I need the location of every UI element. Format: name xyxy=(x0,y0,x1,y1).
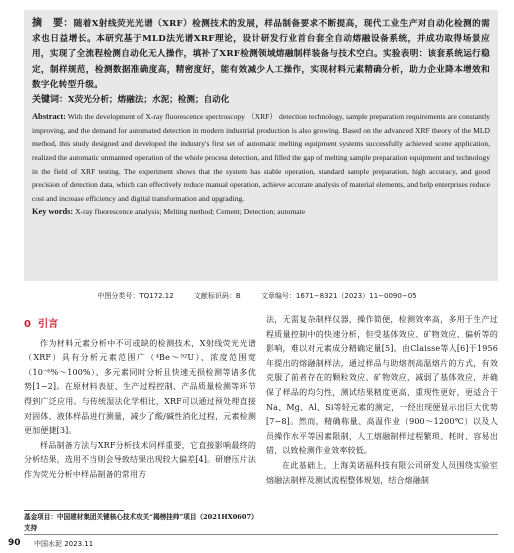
article-number: 文章编号：1671−8321（2023）11−0090−05 xyxy=(260,292,417,300)
intro-paragraph-4: 在此基础上，上海美诺福科技有限公司研发人员围绕实验室熔融法制样及测试流程整体规划，结合熔融制 xyxy=(266,460,498,485)
document-code: 文献标识码：B xyxy=(193,292,241,300)
abstract-en-label: Abstract: xyxy=(32,112,66,122)
section-number: 0 xyxy=(24,319,32,330)
footer-divider xyxy=(24,534,498,535)
keywords-zh xyxy=(32,93,490,108)
intro-paragraph-3: 法，无需复杂制样仪器，操作简便，检测效率高，多用于生产过程质量控制中的快速分析，但受基体效应、矿物效应、偏析等的影响，难以对元素成分精确定量[5]。由Claisse等人[6]于1956年提出的熔融制样法，通过样品与助熔剂高温熔片的方式，有效克服了前者存在的颗粒效应、矿物效应，减弱了基体效应，并确保了样品的均匀性，测试结果精度更高，重现性更好，更适合于Na、Mg、Al、Si等轻元素的测定，一经出现便显示出巨大优势[7−8]。然而，精确称量、高温作业（900～1200℃）以及人员操作水平等因素限制，人工熔融制样过程繁琐、耗时、容易出错，以致检测作业效率较低。 xyxy=(266,315,498,456)
abstract-zh-label: 摘 要： xyxy=(32,18,74,29)
abstract-box xyxy=(24,10,498,281)
abstract-zh xyxy=(32,16,490,93)
page-footer xyxy=(0,534,514,550)
intro-paragraph-2: 样品制备方法与XRF分析技术同样重要，它直接影响最终的分析结果，选用不当则会导致结果出现较大偏差[4]。研磨压片法作为荧光分析中样品制备的常用方 xyxy=(24,440,256,479)
keywords-en-label: Key words: xyxy=(32,207,74,217)
keywords-zh-text: X荧光分析；熔融法；水泥；检测；自动化 xyxy=(68,95,230,106)
section-title: 引言 xyxy=(38,319,59,330)
intro-paragraph-1: 作为材料元素分析中不可或缺的检测技术，X射线荧光光谱（XRF）具有分析元素范围广（⁴Be～⁹²U）、浓度范围宽（10⁻⁶%～100%）、多元素同时分析且快速无损检测等诸多优势[1−2]。在原材料表征、生产过程控制、产品质量检测等环节得到广泛应用。与传统湿法化学相比，XRF可以通过预处理直接对固体、液体样品进行测量，减少了酸/碱性消化过程，元素检测更加便捷[3]。 xyxy=(24,338,256,436)
keywords-en-text: X-ray fluorescence analysis; Melting method; Cement; Detection; automate xyxy=(75,207,306,217)
footnote-divider xyxy=(24,510,124,511)
keywords-zh-label: 关键词： xyxy=(32,95,69,106)
page-number: 90 xyxy=(8,538,21,548)
clc-number: 中图分类号：TQ172.12 xyxy=(97,292,174,300)
column-right xyxy=(266,313,498,488)
article-meta xyxy=(0,291,514,301)
section-heading xyxy=(24,318,256,333)
funding-footnote: 基金项目：中国建材集团关键核心技术攻关“揭榜挂帅”项目（2021HX0607）支持 xyxy=(24,513,255,532)
abstract-zh-text: 随着X射线荧光光谱（XRF）检测技术的发展，样品制备要求不断提高，现代工业生产对自动化检测的需求也日益增长。本研究基于MLD法光谱XRF理论，设计研发行业首台套全自动熔融设备系统，并成功取得场景应用，实现了全流程检测自动化无人操作，填补了XRF检测领域熔融制样装备与技术空白。实验表明：该套系统运行稳定，制样规范，检测数据准确度高，精密度好，能有效减少人工操作，实现材料元素精确分析，助力企业降本增效和数字化转型升级。 xyxy=(32,19,490,90)
abstract-en xyxy=(32,110,490,205)
journal-name: 中国水泥 2023.11 xyxy=(34,540,94,548)
column-left xyxy=(24,318,256,483)
keywords-en xyxy=(32,205,490,219)
abstract-en-text: With the development of X-ray fluorescence spectroscopy （XRF） detection technology, sample preparation requirements are constantly improving, and the demand for automated detection in modern industrial production is also growing. Based on the advanced XRF theory of the MLD method, this study designed and developed the industry's first set of automatic melting equipment systems successfully achieved scene application, realized the automatic unmanned operation of the whole process detection, and filled the gap of melting sample preparation equipment and technology in the field of XRF testing. The experiment shows that the system has stable operation, standard sample preparation, high accuracy, and good precision of detection data, which can effectively reduce manual operation, achieve accurate analysis of material elements, and help enterprises reduce cost and increase efficiency and digital transformation and upgrading. xyxy=(32,112,490,203)
